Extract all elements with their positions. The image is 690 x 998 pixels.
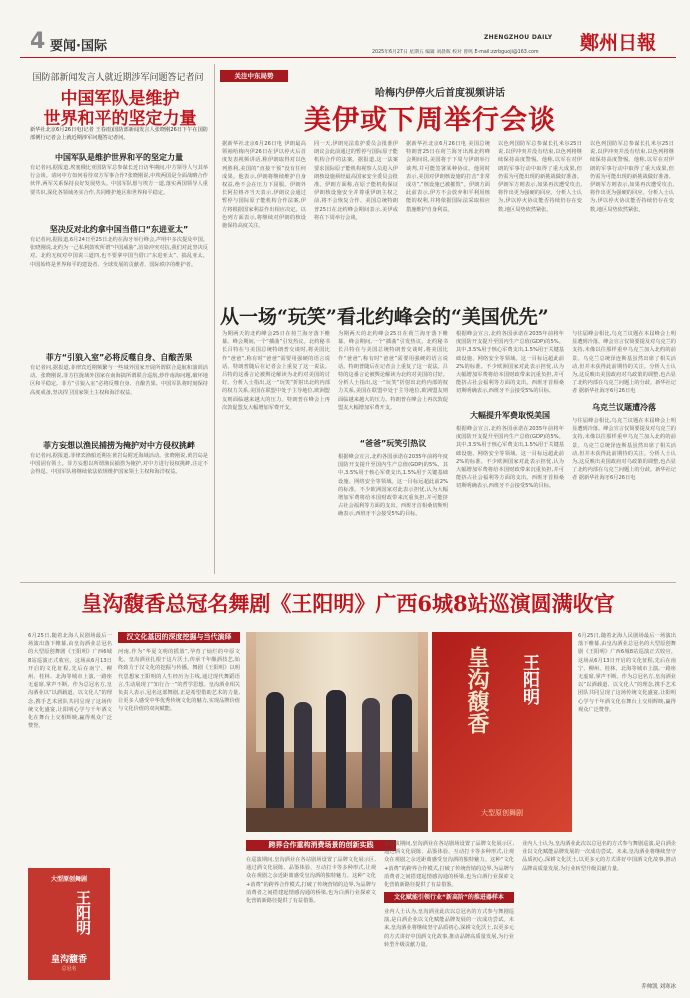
middle-col-4-text-bottom: 与往届峰会相比,乌克兰议题在本届峰会上明显遭到冷落。峰会宣言仅简要提及对乌克兰的支持,未像以往那样重申乌克兰加入北约的前景。乌克兰总统泽连斯基虽然出席了相关活动,但并未获得此前期待的关注。分析人士认为,这反映出美国政府对乌政策的调整,也凸显了北约内部在乌克兰问题上的分歧。新华社记者 据新华社海牙6月26日电 bbox=[572, 418, 676, 482]
bottom-col-3-text: 在巡演期间,皇沟酒业在各站剧场设置了品牌文化展示区,通过酒文化展陈、品鉴体验、互动打卡等多种形式,让观众在观剧之余近距离感受皇沟酒的独特魅力。这种“文化+消费”的跨界合作模式,打破了传统营销的边界,为品牌与消费者之间搭建起情感沟通的桥梁,也为白酒行业探索文化营销新路径提供了有益借鉴。 bbox=[246, 857, 376, 905]
top-left-text-2: 有记者问,据报道,6月24日至25日北约在海牙举行峰会,声明中多次提及中国。张晓刚说,北约为一己私利鼓吹所谓“中国威胁”,渲染冲突对抗,我们对此坚决反对。北约无权对中国说三道四,也不要拿中国当借口“东进亚太”、搞乱亚太。中国始终是世界和平的建设者、全球发展的贡献者、国际秩序的维护者。 bbox=[30, 237, 208, 268]
middle-subhead-1: “爸爸”玩笑引热议 bbox=[359, 439, 427, 448]
middle-subhead-2: 大幅提升军费取悦美国 bbox=[470, 411, 550, 420]
top-right-col-1: 据新华社北京6月26日电 伊朗最高领袖哈梅内伊26日在伊以停火后首度发表视频讲话,称伊朗取得对以色列胜利,美国的“直接干预”没有任何成果。他表示,伊朗将继续维护自身权益,绝不会在压力下屈服。伊朗外长阿拉格齐当天表示,伊朗议会通过暂停与国际原子能机构合作法案,伊方将根据国家利益作出相应决定。以色列方面表示,将继续对伊朗的核设施保持高度关注。 bbox=[222, 141, 306, 230]
middle-col-1: 为期两天的北约峰会25日在荷兰海牙落下帷幕。峰会期间,一个“插曲”引发热议。北约秘书长吕特在与美国总统特朗普交谈时,将美国比作“爸爸”,称有时“爸爸”需要用强硬的语言说话。特朗普随后在记者会上重复了这一说法。吕特的这番言论被舆论解读为北约对美国的讨好。分析人士指出,这一“玩笑”折射出北约内部的权力关系,美国在联盟中处于主导地位,欧洲盟友则面临越来越大的压力。特朗普在峰会上再次敦促盟友大幅增加军费开支。 bbox=[222, 331, 330, 411]
photo-floor bbox=[246, 808, 428, 832]
vertical-divider-top bbox=[214, 64, 215, 574]
bottom-headline: 皇沟馥香总冠名舞剧《王阳明》广西6城8站巡演圆满收官 bbox=[81, 591, 615, 616]
middle-col-4-text-top: 与往届峰会相比,乌克兰议题在本届峰会上明显遭到冷落。峰会宣言仅简要提及对乌克兰的支持,未像以往那样重申乌克兰加入北约的前景。乌克兰总统泽连斯基虽然出席了相关活动,但并未获得此前期待的关注。分析人士认为,这反映出美国政府对乌政策的调整,也凸显了北约内部在乌克兰问题上的分歧。新华社记者 据新华社海牙6月26日电 bbox=[572, 331, 676, 395]
paper-name-en: ZHENGZHOU DAILY bbox=[484, 34, 553, 41]
column-tag: 关注中东局势 bbox=[220, 70, 288, 82]
poster-left-title: 大型原创舞剧 bbox=[50, 876, 87, 883]
top-left-subhead-4: 菲方妄想以渔民捕捞为掩护对中方侵权挑衅 bbox=[43, 441, 195, 450]
top-right-col-4: 以色列国防军总参谋长扎米尔25日说,以伊冲突并没有结束,以色列将继续保持高度警惕。他称,以军在对伊朗的军事行动中取得了重大成果,但仍需为可能出现的新挑战做好准备。伊朗军方则表示,如果再次遭受攻击,将作出更为强硬的回应。分析人士认为,伊以停火协议能否持续仍存在变数,地区局势依然紧张。 bbox=[498, 141, 582, 213]
top-left-headline-line2: 世界和平的坚定力量 bbox=[43, 109, 197, 129]
bottom-subhead-3: 文化赋能引领行业“新高阶”的推进器样本 bbox=[384, 892, 514, 903]
bottom-col-4-text-bottom: 业内人士认为,皇沟酒业此次以总冠名的方式参与舞剧巡演,是白酒企业以文化赋能品牌发展的一次成功尝试。未来,皇沟酒业将继续坚守品质初心,深耕文化沃土,以更多元的方式讲好中国酒文化故事,推动品牌高质量发展,为行业转型升级贡献力量。 bbox=[384, 909, 514, 948]
bottom-byline: 乔帅凯 刘寒冰 bbox=[641, 984, 676, 990]
bottom-col-2-text: 河南,作为“华夏文明的摇篮”,孕育了灿烂的中原文化。皇沟酒业扎根于这片沃土,传承千年酿酒技艺,始终致力于汉文化的挖掘与传播。舞剧《王阳明》以明代思想家王阳明的人生经历为主线,通过现代舞蹈语言,生动展现了“知行合一”的哲学思想。皇沟酒业相关负责人表示,冠名这部舞剧,正是希望借助艺术的力量,让更多人感受中华优秀传统文化的魅力,实现品牌价值与文化价值的双向赋能。 bbox=[118, 649, 240, 713]
poster-right-name: 王阳明 bbox=[519, 654, 539, 705]
poster-left-brand: 皇沟馥香 bbox=[50, 955, 87, 965]
paper-logo: 鄭州日報 bbox=[580, 32, 657, 54]
poster-right-sub: 大型原创舞剧 bbox=[481, 809, 523, 817]
top-right-kicker: 哈梅内伊停火后首度视频讲话 bbox=[375, 88, 505, 99]
top-left-subhead-2: 坚决反对北约拿中国当借口“东进亚太” bbox=[49, 225, 189, 234]
top-left-subhead-3: 菲方“引狼入室”必将反噬自身、自酿苦果 bbox=[45, 353, 193, 362]
top-left-kicker: 国防部新闻发言人就近期涉军问题答记者问 bbox=[32, 73, 204, 83]
bottom-col-right-top: 6月25日,随着北海人民剧场最后一场演出落下帷幕,由皇沟酒业总冠名的大型原创舞剧《王阳明》广西6城8站巡演正式收官。这场从6月13日开启的文化征程,先后在南宁、柳州、桂林、北海等城市上演,一路座无虚席,掌声不断。作为总冠名方,皇沟酒业以“以酒载道、以文化人”的理念,携手艺术团队共同呈现了这场传统文化盛宴,让阳明心学与千年酒文化在舞台上交相辉映,赢得观众广泛赞誉。 bbox=[578, 633, 676, 713]
middle-col-2-text-bottom: 根据峰会宣言,北约各国承诺在2035年前将年度国防开支提升至国内生产总值(GDP)的5%。其中,3.5%用于核心军费支出,1.5%用于关键基础设施、网络安全等领域。这一目标远超此前2%的标准。不少欧洲国家对此表示担忧,认为大幅增加军费将给本国财政带来沉重负担,并可能挤占社会福利等方面的支出。西班牙首相桑切斯明确表示,西班牙不会接受5%的目标。 bbox=[338, 454, 448, 518]
page-number: 4 bbox=[30, 29, 46, 54]
bottom-col-5-text: 业内人士认为,皇沟酒业此次以总冠名的方式参与舞剧巡演,是白酒企业以文化赋能品牌发展的一次成功尝试。未来,皇沟酒业将继续坚守品质初心,深耕文化沃土,以更多元的方式讲好中国酒文化故事,推动品牌高质量发展,为行业转型升级贡献力量。 bbox=[522, 841, 676, 872]
middle-col-3-wrap bbox=[456, 330, 564, 570]
dateline: 2025年6月27日 星期五 编辑 刘晨晖 校对 曾鸣 E-mail:zzrbguoji@163.com bbox=[372, 50, 539, 55]
event-photo bbox=[246, 632, 428, 832]
top-right-col-3: 据新华社北京6月26日电 美国总统特朗普25日在荷兰海牙出席北约峰会期间说,美国将于下周与伊朗举行谈判,并可能签署某种协议。他同时表示,美国对伊朗核设施的打击“非常成功”,“核设施已被摧毁”。伊朗方面此前表示,伊方不会放弃和平利用核能的权利,并将依据国际法采取相应措施维护自身利益。 bbox=[406, 141, 490, 213]
bottom-subhead-1: 汉文化基因的深度挖掘与当代演绎 bbox=[118, 632, 240, 643]
middle-subhead-3: 乌克兰议题遭冷落 bbox=[592, 403, 656, 412]
top-left-headline-line1: 中国军队是维护 bbox=[60, 89, 180, 109]
top-left-text-4: 有记者问,据报道,菲律宾渔船近期在黄岩岛附近海域活动。张晓刚说,黄岩岛是中国固有领土。菲方妄想以所谓渔民捕捞为掩护,对中方进行侵权挑衅,注定不会得逞。中国军队将继续依法依规维护国家领土主权和海洋权益。 bbox=[30, 453, 208, 476]
middle-col-2-wrap bbox=[338, 330, 448, 570]
poster-right bbox=[432, 632, 572, 832]
middle-headline: 从一场“玩笑”看北约峰会的“美国优先” bbox=[220, 306, 549, 328]
bottom-intro: 6月25日,随着北海人民剧场最后一场演出落下帷幕,由皇沟酒业总冠名的大型原创舞剧《王阳明》广西6城8站巡演正式收官。这场从6月13日开启的文化征程,先后在南宁、柳州、桂林、北海等城市上演,一路座无虚席,掌声不断。作为总冠名方,皇沟酒业以“以酒载道、以文化人”的理念,携手艺术团队共同呈现了这场传统文化盛宴,让阳明心学与千年酒文化在舞台上交相辉映,赢得观众广泛赞誉。 bbox=[28, 633, 112, 730]
top-right-col-5: 以色列国防军总参谋长扎米尔25日说,以伊冲突并没有结束,以色列将继续保持高度警惕。他称,以军在对伊朗的军事行动中取得了重大成果,但仍需为可能出现的新挑战做好准备。伊朗军方则表示,如果再次遭受攻击,将作出更为强硬的回应。分析人士认为,伊以停火协议能否持续仍存在变数,地区局势依然紧张。 bbox=[590, 141, 674, 213]
poster-right-brand: 皇沟馥香 bbox=[464, 646, 490, 734]
top-right-headline: 美伊或下周举行会谈 bbox=[304, 105, 556, 136]
top-left-lead: 新华社北京6月26日电(记者 王春雨)国防部新闻发言人张晓刚26日下午在国防部例行记者会上就近期涉军问题答记者问。 bbox=[30, 127, 208, 142]
top-left-text-3: 有记者问,据报道,菲律宾近期频繁与一些域外国家开展所谓联合巡航和演训活动。张晓刚说,菲方拉拢域外国家在南海搞所谓联合巡航,炒作南海问题,破坏地区和平稳定。菲方“引狼入室”必将反噬自身、自酿苦果。中国军队将时刻保持高度戒备,坚决捍卫国家领土主权和海洋权益。 bbox=[30, 365, 208, 396]
middle-col-3-text-top: 根据峰会宣言,北约各国承诺在2035年前将年度国防开支提升至国内生产总值(GDP)的5%。其中,3.5%用于核心军费支出,1.5%用于关键基础设施、网络安全等领域。这一目标远超此前2%的标准。不少欧洲国家对此表示担忧,认为大幅增加军费将给本国财政带来沉重负担,并可能挤占社会福利等方面的支出。西班牙首相桑切斯明确表示,西班牙不会接受5%的目标。 bbox=[456, 331, 564, 395]
middle-col-2-text-top: 为期两天的北约峰会25日在荷兰海牙落下帷幕。峰会期间,一个“插曲”引发热议。北约秘书长吕特在与美国总统特朗普交谈时,将美国比作“爸爸”,称有时“爸爸”需要用强硬的语言说话。特朗普随后在记者会上重复了这一说法。吕特的这番言论被舆论解读为北约对美国的讨好。分析人士指出,这一“玩笑”折射出北约内部的权力关系,美国在联盟中处于主导地位,欧洲盟友则面临越来越大的压力。特朗普在峰会上再次敦促盟友大幅增加军费开支。 bbox=[338, 331, 448, 411]
middle-col-3-text-bottom: 根据峰会宣言,北约各国承诺在2035年前将年度国防开支提升至国内生产总值(GDP)的5%。其中,3.5%用于核心军费支出,1.5%用于关键基础设施、网络安全等领域。这一目标远超此前2%的标准。不少欧洲国家对此表示担忧,认为大幅增加军费将给本国财政带来沉重负担,并可能挤占社会福利等方面的支出。西班牙首相桑切斯明确表示,西班牙不会接受5%的目标。 bbox=[456, 426, 564, 490]
section-title: 要闻·国际 bbox=[50, 39, 107, 54]
top-right-col-2: 同一天,伊朗宪法监护委员会批准伊朗议会此前通过的暂停与国际原子能机构合作的法案。据报道,这一法案要求国际原子能机构视察人员进入伊朗核设施须经最高国家安全委员会批准。伊朗方面称,在原子能机构保证伊朗核设施安全并尊重伊朗主权之前,将不会恢复合作。美国总统特朗普25日在北约峰会期间表示,美伊或将在下周举行会谈。 bbox=[314, 141, 398, 221]
poster-left-sub: 总冠名 bbox=[61, 966, 77, 972]
poster-left-name: 王阳明 bbox=[74, 890, 92, 935]
bottom-col-4-text-top: 在巡演期间,皇沟酒业在各站剧场设置了品牌文化展示区,通过酒文化展陈、品鉴体验、互动打卡等多种形式,让观众在观剧之余近距离感受皇沟酒的独特魅力。这种“文化+消费”的跨界合作模式,打破了传统营销的边界,为品牌与消费者之间搭建起情感沟通的桥梁,也为白酒行业探索文化营销新路径提供了有益借鉴。 bbox=[384, 841, 514, 888]
bottom-section-rule bbox=[20, 582, 676, 583]
middle-col-4-wrap bbox=[572, 330, 676, 570]
poster-left bbox=[28, 868, 110, 980]
bottom-subhead-2: 跨界合作重构消费场景的创新实践 bbox=[246, 840, 396, 851]
top-left-subhead-1: 中国军队是维护世界和平的坚定力量 bbox=[55, 153, 183, 162]
top-left-text-1: 有记者问,据报道,埃塞俄比亚国防军总参谋长近日访华期间,中方领导人与其举行会谈。请问中方如何看待双方军事合作?张晓刚说,中埃两国是全面战略合作伙伴,两军关系保持良好发展势头。中国军队愿与埃方一道,落实两国领导人重要共识,深化各领域务实合作,共同维护地区和世界和平稳定。 bbox=[30, 165, 208, 196]
masthead-rule bbox=[20, 57, 676, 58]
